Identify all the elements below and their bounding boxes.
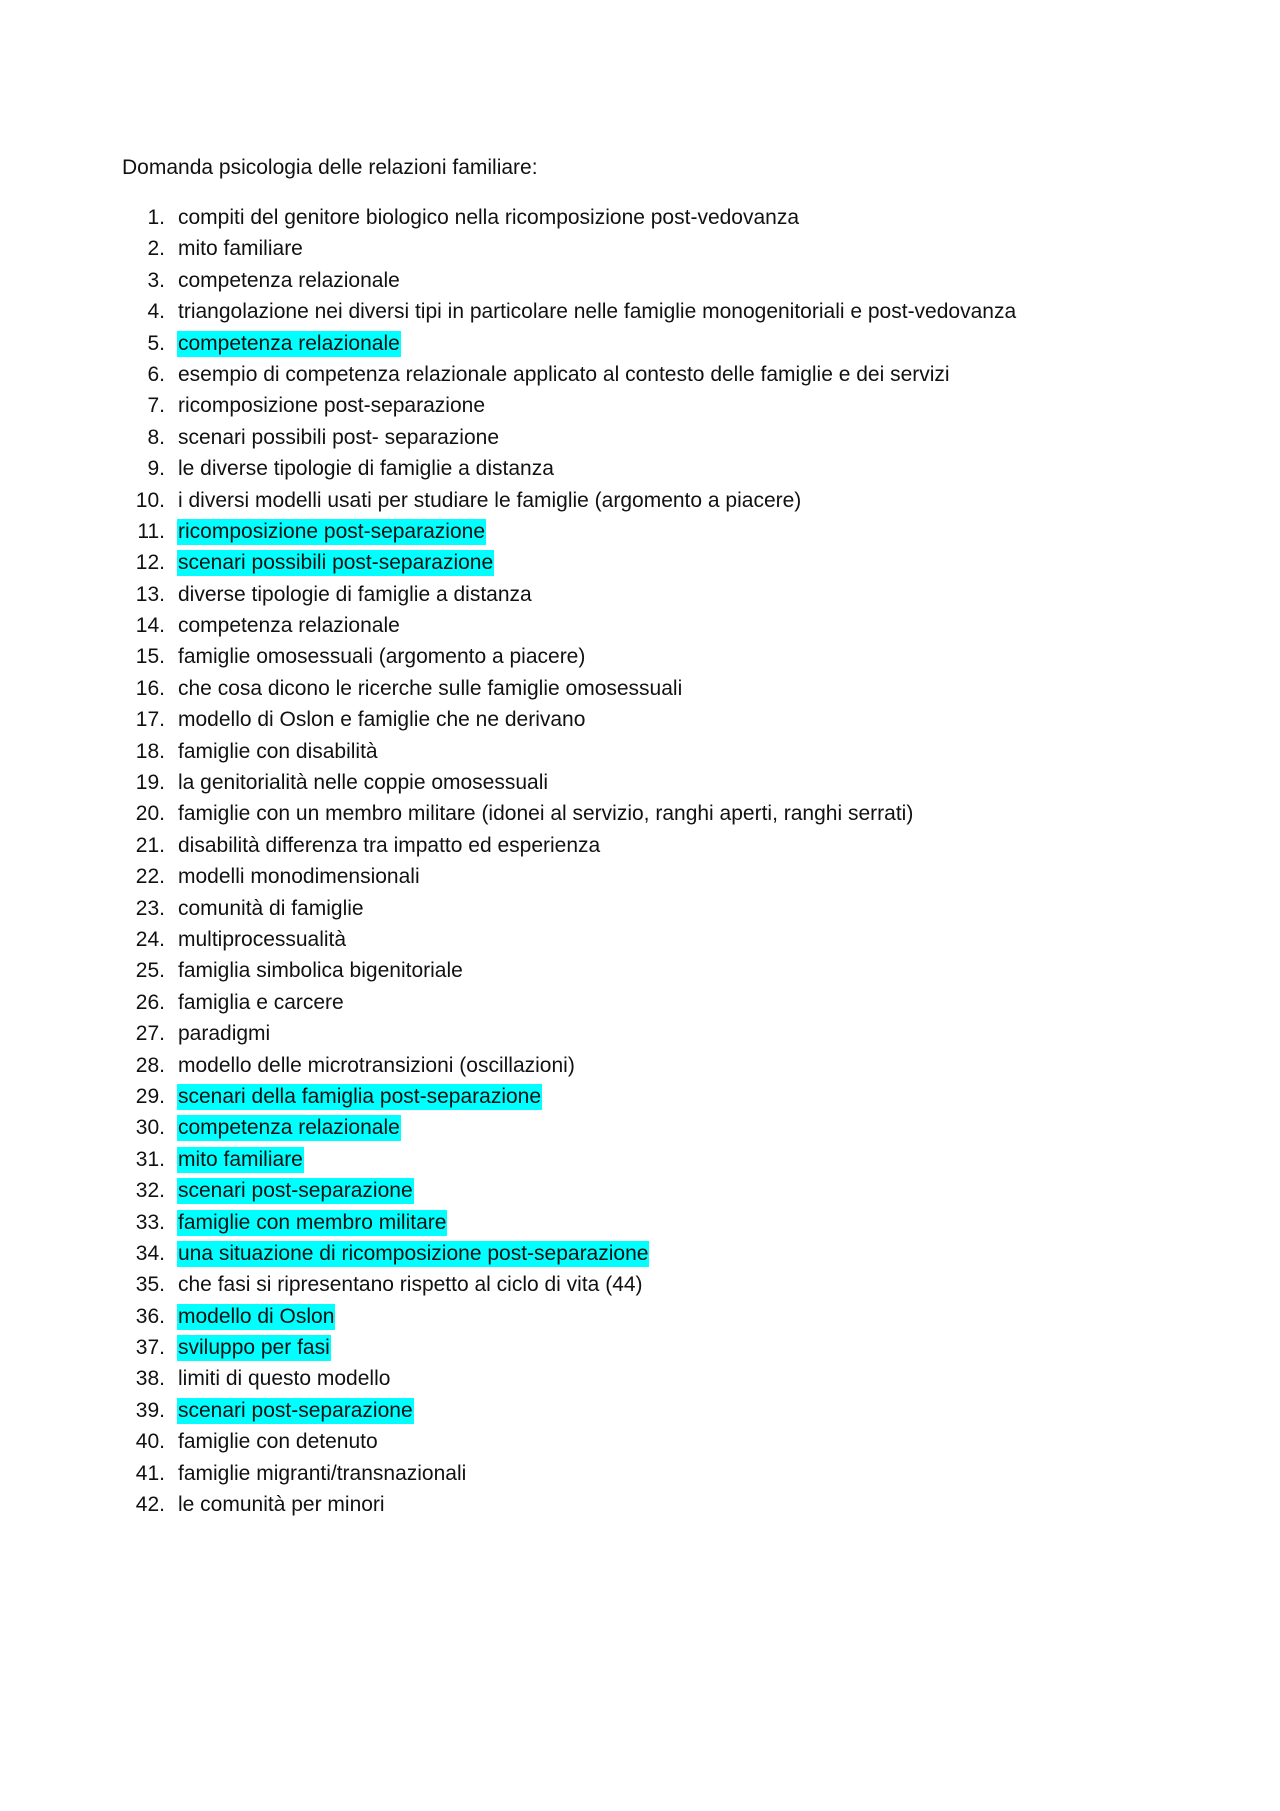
list-item-text-highlighted: scenari post-separazione bbox=[178, 1398, 413, 1422]
list-item-number: 3. bbox=[147, 268, 165, 292]
list-item-text: modello di Oslon e famiglie che ne derivano bbox=[178, 708, 586, 732]
list-item-number: 10. bbox=[135, 488, 165, 512]
list-item-text: che fasi si ripresentano rispetto al ciclo di vita (44) bbox=[178, 1273, 643, 1297]
list-item-text-highlighted: mito familiare bbox=[178, 1147, 303, 1171]
list-item-number: 30. bbox=[135, 1116, 165, 1140]
list-item-number: 20. bbox=[135, 802, 165, 826]
list-item-text: famiglia e carcere bbox=[178, 990, 344, 1014]
list-item-text: mito familiare bbox=[178, 237, 303, 261]
list-item-text-highlighted: scenari della famiglia post-separazione bbox=[178, 1084, 542, 1108]
list-item-number: 9. bbox=[147, 457, 165, 481]
list-item-text-highlighted: competenza relazionale bbox=[178, 1116, 400, 1140]
list-item-text: disabilità differenza tra impatto ed esperienza bbox=[178, 833, 601, 857]
list-item-number: 21. bbox=[135, 833, 165, 857]
list-item-text: multiprocessualità bbox=[178, 927, 347, 951]
list-item-number: 39. bbox=[135, 1398, 165, 1422]
list-item-number: 17. bbox=[135, 708, 165, 732]
list-item-number: 13. bbox=[135, 582, 165, 606]
list-item-text: famiglie migranti/transnazionali bbox=[178, 1461, 467, 1485]
list-item-number: 34. bbox=[135, 1241, 165, 1265]
list-item-text: comunità di famiglie bbox=[178, 896, 364, 920]
list-item-text: famiglia simbolica bigenitoriale bbox=[178, 959, 463, 983]
list-item-number: 15. bbox=[135, 645, 165, 669]
list-item-text: limiti di questo modello bbox=[178, 1367, 391, 1391]
list-item-text: le diverse tipologie di famiglie a distanza bbox=[178, 457, 554, 481]
list-item-text: i diversi modelli usati per studiare le famiglie (argomento a piacere) bbox=[178, 488, 802, 512]
list-item-number: 5. bbox=[147, 331, 165, 355]
list-item-number: 38. bbox=[135, 1367, 165, 1391]
list-item-number: 6. bbox=[147, 362, 165, 386]
list-item-text: esempio di competenza relazionale applicato al contesto delle famiglie e dei servizi bbox=[178, 362, 950, 386]
list-item-text: scenari possibili post- separazione bbox=[178, 425, 499, 449]
list-item-text: competenza relazionale bbox=[178, 268, 400, 292]
list-item-text-highlighted: modello di Oslon bbox=[178, 1304, 335, 1328]
list-item-text: ricomposizione post-separazione bbox=[178, 394, 485, 418]
list-item-text-highlighted: scenari post-separazione bbox=[178, 1179, 413, 1203]
list-item-number: 33. bbox=[135, 1210, 165, 1234]
list-item-text-highlighted: sviluppo per fasi bbox=[178, 1336, 330, 1360]
list-item-text-highlighted: ricomposizione post-separazione bbox=[178, 519, 485, 543]
list-item-number: 4. bbox=[147, 300, 165, 324]
list-item-number: 25. bbox=[135, 959, 165, 983]
list-item-number: 31. bbox=[135, 1147, 165, 1171]
list-item-number: 7. bbox=[147, 394, 165, 418]
list-item-text: paradigmi bbox=[178, 1022, 271, 1046]
list-item-number: 32. bbox=[135, 1179, 165, 1203]
list-item-number: 37. bbox=[135, 1336, 165, 1360]
list-item-number: 28. bbox=[135, 1053, 165, 1077]
list-item-number: 14. bbox=[135, 614, 165, 638]
list-item-text: famiglie con un membro militare (idonei al servizio, ranghi aperti, ranghi serrati) bbox=[178, 802, 914, 826]
list-item-text-highlighted: famiglie con membro militare bbox=[178, 1210, 447, 1234]
list-item-text: modelli monodimensionali bbox=[178, 865, 420, 889]
list-item-number: 27. bbox=[135, 1022, 165, 1046]
list-item-text-highlighted: competenza relazionale bbox=[178, 331, 400, 355]
list-item-number: 29. bbox=[135, 1084, 165, 1108]
list-item-text: modello delle microtransizioni (oscillazioni) bbox=[178, 1053, 575, 1077]
list-item-number: 42. bbox=[135, 1493, 165, 1517]
list-item-number: 24. bbox=[135, 927, 165, 951]
list-item-number: 2. bbox=[147, 237, 165, 261]
list-item-text-highlighted: scenari possibili post-separazione bbox=[178, 551, 494, 575]
list-item-number: 36. bbox=[135, 1304, 165, 1328]
list-item-number: 16. bbox=[135, 676, 165, 700]
list-item-number: 19. bbox=[135, 771, 165, 795]
list-item-text: compiti del genitore biologico nella ricomposizione post-vedovanza bbox=[178, 206, 800, 229]
list-item-text: che cosa dicono le ricerche sulle famiglie omosessuali bbox=[178, 676, 683, 700]
list-item-text: triangolazione nei diversi tipi in particolare nelle famiglie monogenitoriali e post-vedovanza bbox=[178, 300, 1017, 324]
list-item-text: competenza relazionale bbox=[178, 614, 400, 638]
list-item-number: 11. bbox=[137, 519, 165, 543]
list-item-text: famiglie omosessuali (argomento a piacere) bbox=[178, 645, 586, 669]
list-item-text: famiglie con disabilità bbox=[178, 739, 378, 763]
list-item-number: 35. bbox=[135, 1273, 165, 1297]
list-item-text: la genitorialità nelle coppie omosessuali bbox=[178, 771, 549, 795]
list-item-number: 18. bbox=[135, 739, 165, 763]
list-item-number: 1. bbox=[147, 206, 165, 229]
list-item-number: 26. bbox=[135, 990, 165, 1014]
list-item-number: 41. bbox=[135, 1461, 165, 1485]
list-item-text: famiglie con detenuto bbox=[178, 1430, 378, 1454]
list-item-number: 22. bbox=[135, 865, 165, 889]
list-item-text: diverse tipologie di famiglie a distanza bbox=[178, 582, 532, 606]
list-item-text-highlighted: una situazione di ricomposizione post-separazione bbox=[178, 1241, 649, 1265]
list-item-number: 12. bbox=[135, 551, 165, 575]
document-title: Domanda psicologia delle relazioni familiare: bbox=[122, 156, 538, 179]
list-item-text: le comunità per minori bbox=[178, 1493, 385, 1517]
list-item-number: 23. bbox=[135, 896, 165, 920]
list-item-number: 40. bbox=[135, 1430, 165, 1454]
list-item-number: 8. bbox=[147, 425, 165, 449]
